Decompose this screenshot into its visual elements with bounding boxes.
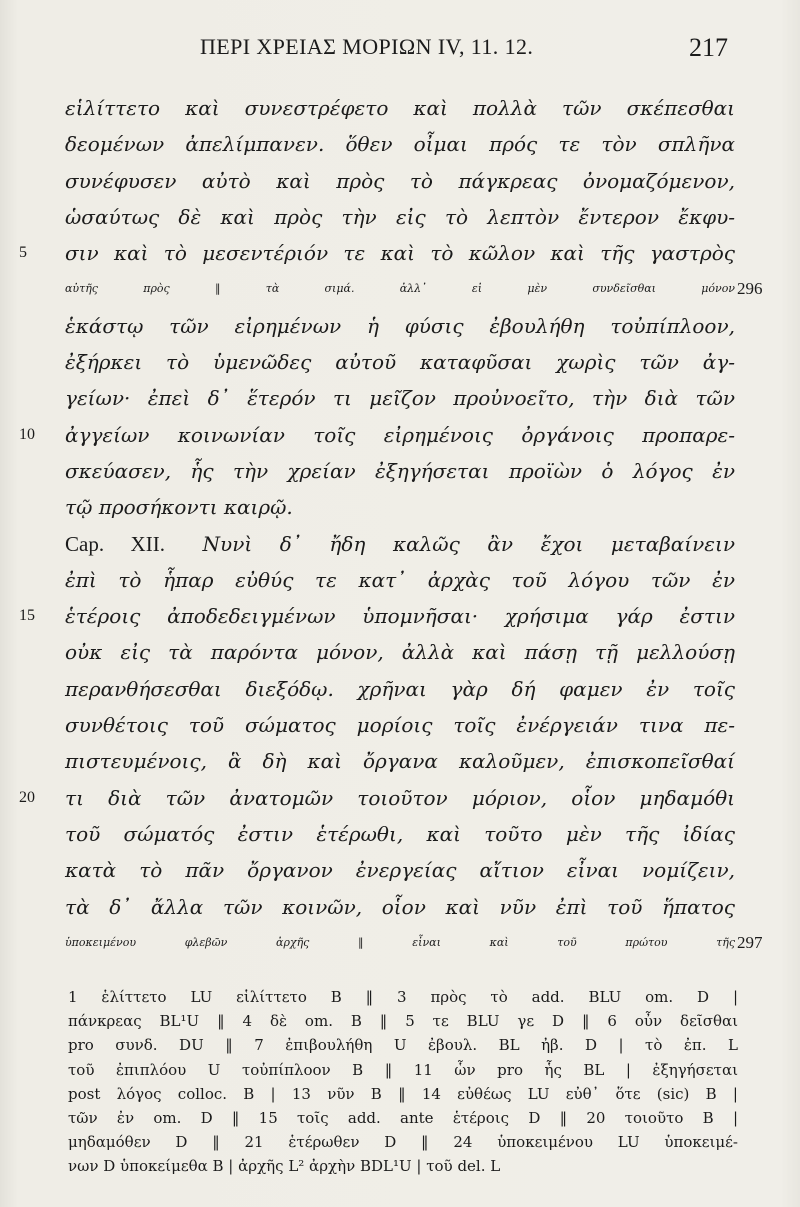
margin-reference: 296 bbox=[737, 279, 763, 299]
line-text: αὐτῆς πρὸς ‖ τὰ σιμά. ἀλλ᾽ εἰ μὲν συνδεῖσθαι μόνον bbox=[65, 282, 735, 296]
line-text: σιν καὶ τὸ μεσεντέριόν τε καὶ τὸ κῶλον καὶ τῆς γαστρὸς bbox=[65, 241, 735, 266]
text-line bbox=[65, 526, 735, 562]
apparatus-line: νων D ὑποκείμεθα B | ἀρχῆς L² ἀρχὴν BDL¹U | τοῦ del. L bbox=[68, 1157, 501, 1176]
text-line bbox=[19, 417, 735, 453]
text-line bbox=[65, 453, 735, 489]
line-text: ἑτέροις ἀποδεδειγμένων ὑπομνῆσαι· χρήσιμα γάρ ἐστιν bbox=[65, 604, 735, 629]
main-text bbox=[19, 90, 763, 961]
text-line bbox=[65, 925, 763, 961]
text-line bbox=[65, 271, 763, 307]
text-line bbox=[65, 889, 735, 925]
page-number: 217 bbox=[689, 33, 728, 62]
line-number: 20 bbox=[19, 788, 35, 806]
line-text: ἐξήρκει τὸ ὑμενῶδες αὐτοῦ καταφῦσαι χωρὶς τῶν ἀγ- bbox=[65, 350, 735, 375]
text-line bbox=[65, 707, 735, 743]
line-number: 10 bbox=[19, 425, 35, 443]
line-text: δεομένων ἀπελίμπανεν. ὅθεν οἶμαι πρός τε τὸν σπλῆνα bbox=[65, 132, 735, 157]
text-line bbox=[65, 380, 735, 416]
line-text: ἀγγείων κοινωνίαν τοῖς εἰρημένοις ὀργάνοις προπαρε- bbox=[65, 422, 735, 447]
text-line bbox=[65, 90, 735, 126]
apparatus-line: τοῦ ἐπιπλόου U τοὐπίπλοον B ‖ 11 ὧν pro ἧς BL | ἐξηγήσεται bbox=[68, 1060, 738, 1079]
text-line bbox=[65, 163, 735, 199]
critical-apparatus bbox=[68, 985, 738, 1179]
line-text: τὰ δ᾽ ἄλλα τῶν κοινῶν, οἷον καὶ νῦν ἐπὶ τοῦ ἥπατος bbox=[65, 894, 735, 919]
chapter-heading: Cap. XII. bbox=[65, 531, 165, 556]
line-text: ἐπὶ τὸ ἧπαρ εὐθύς τε κατ᾽ ἀρχὰς τοῦ λόγου τῶν ἐν bbox=[65, 567, 735, 592]
text-line bbox=[65, 126, 735, 162]
line-text: ἑκάστῳ τῶν εἰρημένων ἡ φύσις ἐβουλήθη τοὐπίπλοον, bbox=[65, 313, 735, 338]
text-line bbox=[65, 634, 735, 670]
running-title: ΠΕΡΙ ΧΡΕΙΑΣ ΜΟΡΙΩΝ IV, 11. 12. bbox=[200, 34, 534, 59]
line-text: γείων· ἐπεὶ δ᾽ ἕτερόν τι μεῖζον προὐνοεῖτο, τὴν διὰ τῶν bbox=[65, 386, 735, 411]
line-text: Νυνὶ δ᾽ ἤδη καλῶς ἂν ἔχοι μεταβαίνειν bbox=[202, 531, 735, 556]
line-text: πιστευμένοις, ἃ δὴ καὶ ὄργανα καλοῦμεν, ἐπισκοπεῖσθαί bbox=[65, 749, 735, 774]
line-text: συνθέτοις τοῦ σώματος μορίοις τοῖς ἐνέργειάν τινα πε- bbox=[65, 713, 735, 738]
text-line bbox=[65, 816, 735, 852]
line-text: οὐκ εἰς τὰ παρόντα μόνον, ἀλλὰ καὶ πάσῃ τῇ μελλούσῃ bbox=[65, 640, 735, 665]
text-line bbox=[65, 743, 735, 779]
line-text: τοῦ σώματός ἐστιν ἑτέρωθι, καὶ τοῦτο μὲν τῆς ἰδίας bbox=[65, 821, 735, 846]
line-text: περανθήσεσθαι διεξόδῳ. χρῆναι γὰρ δή φαμεν ἐν τοῖς bbox=[65, 676, 735, 701]
margin-reference: 297 bbox=[737, 932, 763, 952]
line-text: τῷ προσήκοντι καιρῷ. bbox=[65, 495, 293, 520]
line-text: σκεύασεν, ἧς τὴν χρείαν ἐξηγήσεται προϊὼν ὁ λόγος ἐν bbox=[65, 458, 735, 483]
apparatus-line: πάνκρεας BL¹U ‖ 4 δὲ om. B ‖ 5 τε BLU γε D ‖ 6 οὖν δεῖσθαι bbox=[68, 1012, 738, 1031]
text-line bbox=[65, 562, 735, 598]
apparatus-line: pro συνδ. DU ‖ 7 ἐπιβουλήθη U ἐβουλ. BL ἠβ. D | τὸ ἐπ. L bbox=[68, 1036, 738, 1055]
line-text: κατὰ τὸ πᾶν ὄργανον ἐνεργείας αἴτιον εἶναι νομίζειν, bbox=[65, 858, 735, 883]
text-line bbox=[65, 671, 735, 707]
line-number: 5 bbox=[19, 244, 27, 262]
line-text: ὡσαύτως δὲ καὶ πρὸς τὴν εἰς τὸ λεπτὸν ἔντερον ἔκφυ- bbox=[65, 204, 735, 229]
apparatus-line: post λόγος colloc. B | 13 νῦν B ‖ 14 εὐθέως LU εὐθ᾽ ὅτε (sic) B | bbox=[68, 1084, 738, 1103]
line-text: συνέφυσεν αὐτὸ καὶ πρὸς τὸ πάγκρεας ὀνομαζόμενον, bbox=[65, 168, 735, 193]
text-line bbox=[65, 344, 735, 380]
text-line bbox=[65, 308, 735, 344]
text-line bbox=[19, 780, 735, 816]
text-line bbox=[65, 852, 735, 888]
apparatus-line: 1 ἑλίττετο LU εἱλίττετο B ‖ 3 πρὸς τὸ add. BLU om. D | bbox=[68, 988, 738, 1006]
text-line bbox=[65, 489, 735, 525]
apparatus-line: μηδαμόθεν D ‖ 21 ἑτέρωθεν D ‖ 24 ὑποκειμένου LU ὑποκειμέ- bbox=[68, 1133, 738, 1152]
apparatus-line: τῶν ἐν om. D ‖ 15 τοῖς add. ante ἑτέροις D ‖ 20 τοιοῦτο B | bbox=[68, 1108, 738, 1127]
text-line bbox=[19, 598, 735, 634]
line-text: ὑποκειμένου φλεβῶν ἀρχῆς ‖ εἶναι καὶ τοῦ πρώτου τῆς bbox=[65, 935, 735, 949]
text-line bbox=[19, 235, 735, 271]
text-line bbox=[65, 199, 735, 235]
line-text: εἱλίττετο καὶ συνεστρέφετο καὶ πολλὰ τῶν σκέπεσθαι bbox=[65, 96, 735, 120]
line-text: τι διὰ τῶν ἀνατομῶν τοιοῦτον μόριον, οἷον μηδαμόθι bbox=[65, 785, 735, 810]
line-number: 15 bbox=[19, 607, 35, 625]
